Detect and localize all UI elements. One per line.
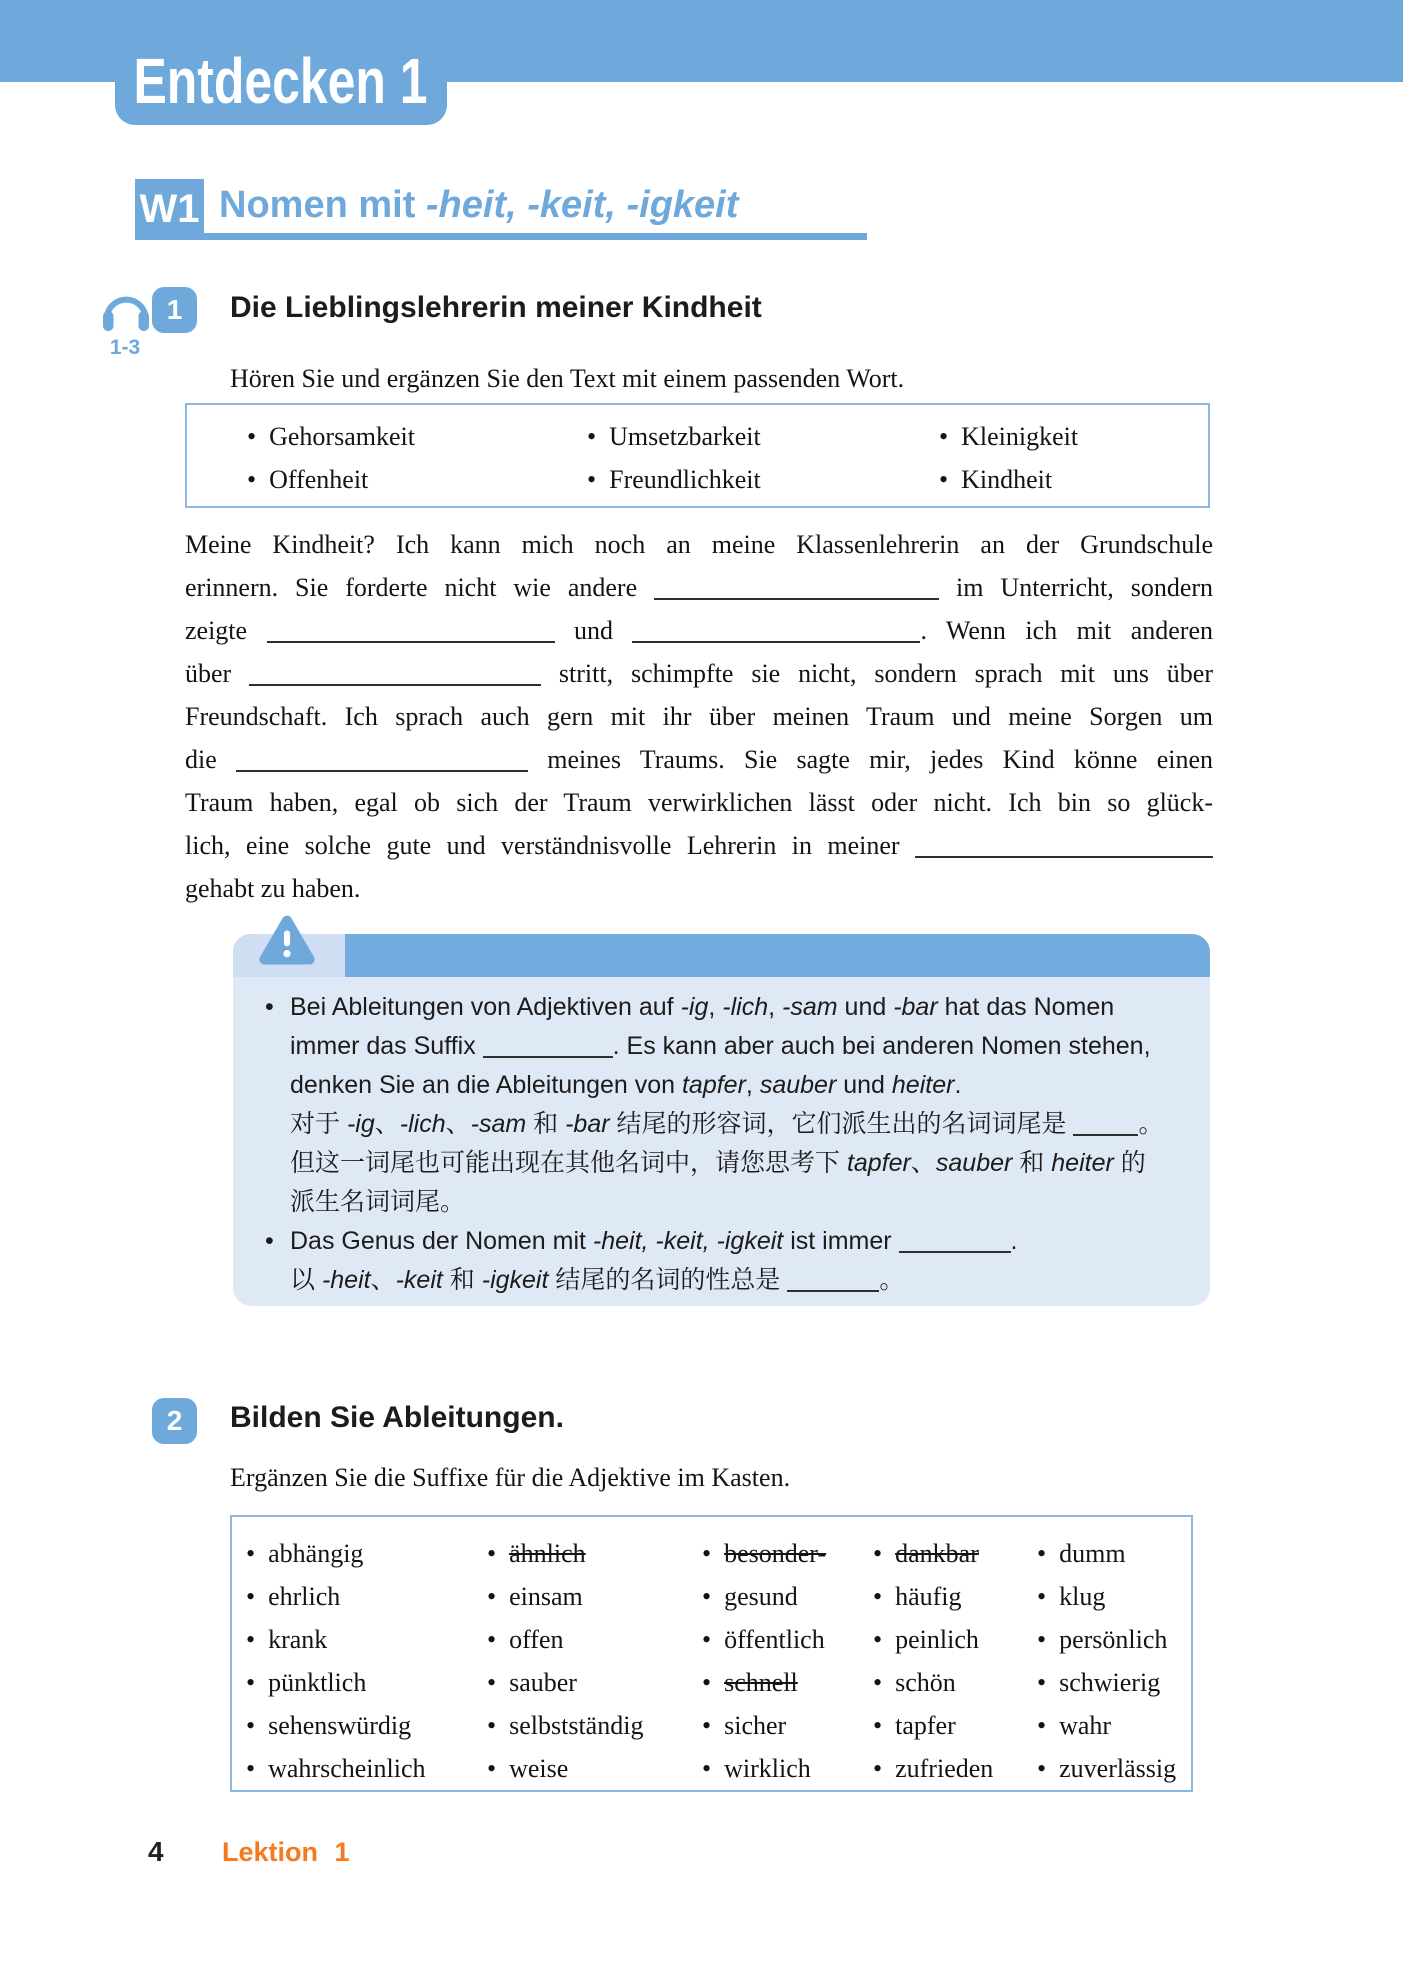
grammar-note-box [233, 934, 1210, 1306]
adjective-item: • offen [487, 1618, 643, 1661]
note-line: • Bei Ableitungen von Adjektiven auf -ig, -lich, -sam und -bar hat das Nomen [290, 993, 1115, 1021]
word-column-2 [587, 415, 761, 501]
adjective-item: • ähnlich [487, 1532, 643, 1575]
adjective-item: • einsam [487, 1575, 643, 1618]
adjective-item: • krank [246, 1618, 426, 1661]
page-title: Entdecken 1 [133, 45, 429, 117]
adjective-item: • sauber [487, 1661, 643, 1704]
header-tab [115, 0, 447, 125]
word-item: • Kleinigkeit [939, 415, 1078, 458]
exercise-2-number-badge: 2 [152, 1398, 197, 1444]
text-line [185, 609, 1213, 652]
note-line: 但这一词尾也可能出现在其他名词中，请您思考下 tapfer、sauber 和 heiter 的 [290, 1149, 1146, 1177]
fill-in-blank[interactable] [236, 744, 528, 772]
word-choice-box [185, 403, 1210, 508]
text-segment: gehabt zu haben. [185, 874, 361, 903]
section-title-italic: -heit, -keit, -igkeit [425, 184, 739, 226]
adjective-item: • persönlich [1037, 1618, 1176, 1661]
word-item: • Kindheit [939, 458, 1078, 501]
text-segment: . Wenn ich mit anderen [920, 616, 1213, 645]
text-line [185, 566, 1213, 609]
section-badge-w1: W1 [135, 179, 204, 240]
text-segment: meines Traums. Sie sagte mir, jedes Kind könne einen [547, 745, 1214, 774]
word-column-1 [247, 415, 415, 501]
adjective-item: • selbstständig [487, 1704, 643, 1747]
text-segment: im Unterricht, sondern [956, 573, 1214, 602]
adjective-item: • weise [487, 1747, 643, 1790]
text-line [185, 824, 1213, 867]
exercise-2-instruction: Ergänzen Sie die Suffixe für die Adjektive im Kasten. [230, 1463, 791, 1492]
text-segment: und [573, 616, 613, 645]
text-segment: Freundschaft. Ich sprach auch gern mit ihr über meinen Traum und meine Sorgen um [185, 702, 1213, 731]
adjective-item: • sicher [702, 1704, 826, 1747]
fill-in-blank[interactable] [632, 615, 920, 643]
adjective-item: • wirklich [702, 1747, 826, 1790]
section-title-underline [204, 233, 867, 240]
exercise-2-title: Bilden Sie Ableitungen. [230, 1401, 564, 1434]
adjective-item: • besonder- [702, 1532, 826, 1575]
adjective-item: • wahrscheinlich [246, 1747, 426, 1790]
note-bullet-1 [263, 988, 1184, 1222]
note-line: 以 -heit、-keit 和 -igkeit 结尾的名词的性总是 。 [290, 1266, 905, 1294]
fill-in-blank[interactable] [267, 615, 555, 643]
text-line [185, 867, 1213, 910]
exercise-1-instruction: Hören Sie und ergänzen Sie den Text mit einem passenden Wort. [230, 364, 905, 393]
adjective-item: • abhängig [246, 1532, 426, 1575]
text-line [185, 523, 1213, 566]
adjective-item: • öffentlich [702, 1618, 826, 1661]
note-line: • Das Genus der Nomen mit -heit, -keit, -igkeit ist immer . [290, 1227, 1018, 1255]
adjective-item: • klug [1037, 1575, 1176, 1618]
adjective-column-4 [873, 1532, 993, 1790]
adjective-column-2 [487, 1532, 643, 1790]
text-line [185, 695, 1213, 738]
word-item: • Gehorsamkeit [247, 415, 415, 458]
word-item: • Freundlichkeit [587, 458, 761, 501]
fill-in-blank[interactable] [249, 658, 541, 686]
text-segment: Traum haben, egal ob sich der Traum verwirklichen lässt oder nicht. Ich bin so glück- [185, 788, 1213, 817]
section-title-regular: Nomen mit [219, 184, 426, 226]
text-segment: Meine Kindheit? Ich kann mich noch an meine Klassenlehrerin an der Grundschule [185, 530, 1213, 559]
exercise-1-number-badge: 1 [152, 287, 197, 333]
text-line [185, 652, 1213, 695]
adjective-item: • peinlich [873, 1618, 993, 1661]
exercise-1-title: Die Lieblingslehrerin meiner Kindheit [230, 291, 762, 324]
word-item: • Offenheit [247, 458, 415, 501]
note-box-header-band [233, 934, 1210, 977]
word-column-3 [939, 415, 1078, 501]
adjective-column-5 [1037, 1532, 1176, 1790]
adjective-item: • zuverlässig [1037, 1747, 1176, 1790]
note-box-content [263, 988, 1184, 1300]
fill-in-blank[interactable] [899, 1226, 1011, 1253]
note-line: immer das Suffix . Es kann aber auch bei anderen Nomen stehen, [290, 1032, 1151, 1060]
fill-in-blank[interactable] [1073, 1109, 1138, 1136]
text-segment: über [185, 659, 232, 688]
adjective-column-3 [702, 1532, 826, 1790]
note-line: denken Sie an die Ableitungen von tapfer, sauber und heiter. [290, 1071, 962, 1099]
word-item: • Umsetzbarkeit [587, 415, 761, 458]
text-line [185, 738, 1213, 781]
adjective-item: • dumm [1037, 1532, 1176, 1575]
adjective-item: • schön [873, 1661, 993, 1704]
adjective-item: • zufrieden [873, 1747, 993, 1790]
headphones-icon [99, 286, 153, 334]
adjective-item: • gesund [702, 1575, 826, 1618]
text-segment: stritt, schimpfte sie nicht, sondern sprach mit uns über [558, 659, 1213, 688]
text-segment: lich, eine solche gute und verständnisvolle Lehrerin in meiner [185, 831, 900, 860]
section-title [219, 182, 738, 228]
warning-icon [258, 912, 316, 969]
fill-in-blank[interactable] [483, 1031, 613, 1058]
page-number: 4 [148, 1836, 164, 1867]
adjective-item: • pünktlich [246, 1661, 426, 1704]
adjective-item: • häufig [873, 1575, 993, 1618]
adjective-item: • tapfer [873, 1704, 993, 1747]
gap-fill-paragraph [185, 523, 1213, 910]
adjective-item: • ehrlich [246, 1575, 426, 1618]
adjective-item: • dankbar [873, 1532, 993, 1575]
text-line [185, 781, 1213, 824]
note-line: 派生名词词尾。 [290, 1188, 466, 1216]
fill-in-blank[interactable] [915, 830, 1213, 858]
text-segment: zeigte [185, 616, 248, 645]
fill-in-blank[interactable] [654, 572, 939, 600]
note-line: 对于 -ig、-lich、-sam 和 -bar 结尾的形容词，它们派生出的名词词尾是 。 [290, 1110, 1164, 1138]
audio-track-label: 1-3 [109, 336, 141, 359]
fill-in-blank[interactable] [787, 1265, 879, 1292]
adjective-item: • sehenswürdig [246, 1704, 426, 1747]
adjective-item: • schwierig [1037, 1661, 1176, 1704]
adjective-item: • wahr [1037, 1704, 1176, 1747]
lesson-label: Lektion 1 [222, 1837, 350, 1867]
text-segment: die [185, 745, 217, 774]
note-bullet-2 [263, 1222, 1184, 1300]
adjective-item: • schnell [702, 1661, 826, 1704]
adjective-column-1 [246, 1532, 426, 1790]
text-segment: erinnern. Sie forderte nicht wie andere [185, 573, 638, 602]
